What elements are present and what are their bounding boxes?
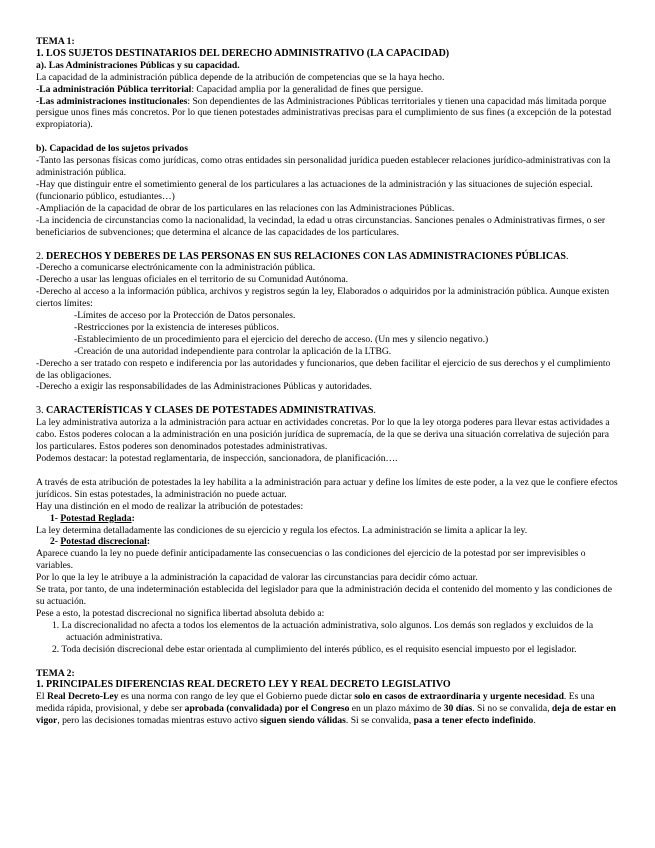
list-item: -Derecho a exigir las responsabilidades de las Administraciones Públicas y autoridades. xyxy=(36,381,372,393)
tema-2-label: TEMA 2: xyxy=(36,667,75,679)
list-item: -Restricciones por la existencia de intereses públicos. xyxy=(74,321,279,333)
list-item: -Derecho a usar las lenguas oficiales en el territorio de su Comunidad Autónoma. xyxy=(36,274,348,286)
paragraph: La capacidad de la administración pública depende de la atribución de competencias que se la haya hecho. xyxy=(36,71,445,83)
paragraph: La ley administrativa autoriza a la administración para actuar en actividades concretas. Por lo que la ley otorga poderes para llevar estas actividades a cabo. Estos poderes colocan a la administración en una posición jurídica de supremacía, de la que se deriva una situación correlativa de sujeción para los particulares. Estos poderes son denominados potestades administrativas. xyxy=(36,417,610,453)
list-item: -Derecho a comunicarse electrónicamente con la administración pública. xyxy=(36,262,316,274)
discrecional-heading: 2- Potestad discrecional: xyxy=(50,536,151,548)
tema-1-text: TEMA 1 xyxy=(36,36,72,47)
list-item: -La incidencia de circunstancias como la nacionalidad, la vecindad, la edad u otras circunstancias. Sanciones penales o Administrativas firmes, o ser beneficiarios de subvenciones; que determina el alcance de las capacidades de los particulares. xyxy=(36,214,606,238)
paragraph: -Las administraciones institucionales: Son dependientes de las Administraciones Públicas territoriales y tienen una capacidad más limitada porque persigue unos fines más concretos. Por lo que tienen potestades administrativas precisas para el cumplimiento de sus fines (a excepción de la potestad expropiatoria). xyxy=(36,95,612,131)
paragraph: -La administración Pública territorial: Capacidad amplia por la generalidad de fines que persigue. xyxy=(36,83,424,95)
subsection-a-heading: a). Las Administraciones Públicas y su capacidad. xyxy=(36,59,240,71)
section-2-heading: 2. DERECHOS Y DEBERES DE LAS PERSONAS EN SUS RELACIONES CON LAS ADMINISTRACIONES PÚBLICAS. xyxy=(36,250,569,262)
list-item: -Establecimiento de un procedimiento para el ejercicio del derecho de acceso. (Un mes y silencio negativo.) xyxy=(74,333,489,345)
paragraph: Podemos destacar: la potestad reglamentaria, de inspección, sancionadora, de planificación…. xyxy=(36,453,398,464)
list-item: -Derecho a ser tratado con respeto e indiferencia por las autoridades y funcionarios, que deben facilitar el ejercicio de sus derechos y el cumplimiento de las obligaciones. xyxy=(36,357,611,381)
list-item: -Ampliación de la capacidad de obrar de los particulares en las relaciones con las Administraciones Públicas. xyxy=(36,202,455,214)
reglada-heading: 1- Potestad Reglada: xyxy=(50,512,135,524)
list-item: -Tanto las personas físicas como jurídicas, como otras entidades sin personalidad jurídica pueden establecer relaciones jurídico-administrativas con la administración pública. xyxy=(36,155,611,179)
list-item: -Hay que distinguir entre el sometimiento general de los particulares a las actuaciones de la administración y las situaciones de sujeción especial. (funcionario público, estudiantes…) xyxy=(36,178,593,202)
paragraph: Se trata, por tanto, de una indeterminación establecida del legislador para que la administración decida el contenido del momento y las condiciones de su actuación. xyxy=(36,584,612,607)
document-page xyxy=(36,36,618,727)
paragraph: El Real Decreto-Ley es una norma con rango de ley que el Gobierno puede dictar solo en casos de extraordinaria y urgente necesidad. Es una medida rápida, provisional, y debe ser aprobada (convalidada) por el Congreso en un plazo máximo de 30 días. Si no se convalida, deja de estar en vigor, pero las decisiones tomadas mientras estuvo activo siguen siendo válidas. Si se convalida, pasa a tener efecto indefinido. xyxy=(36,691,616,727)
list-item: -Creación de una autoridad independiente para controlar la aplicación de la LTBG. xyxy=(74,345,392,357)
section-3-heading: 3. CARACTERÍSTICAS Y CLASES DE POTESTADES ADMINISTRATIVAS. xyxy=(36,405,376,417)
list-item: -Límites de acceso por la Protección de Datos personales. xyxy=(74,310,296,322)
numbered-item: 1. La discrecionalidad no afecta a todos los elementos de la actuación administrativa, solo algunos. Los demás son reglados y excluidos de la actuación administrativa. xyxy=(52,619,594,643)
paragraph: Hay una distinción en el modo de realizar la atribución de potestades: xyxy=(36,500,304,512)
paragraph: Aparece cuando la ley no puede definir anticipadamente las consecuencias o las condiciones del ejercicio de la potestad por ser imprevisibles o variables. xyxy=(36,548,586,572)
t2-section-1-heading: 1. PRINCIPALES DIFERENCIAS REAL DECRETO LEY Y REAL DECRETO LEGISLATIVO xyxy=(36,679,451,691)
tema-2-text: TEMA 2 xyxy=(36,667,72,679)
paragraph: La ley determina detalladamente las condiciones de su ejercicio y regula los efectos. La administración se limita a aplicar la ley. xyxy=(36,524,528,536)
section-1-heading: 1. LOS SUJETOS DESTINATARIOS DEL DERECHO ADMINISTRATIVO (LA CAPACIDAD) xyxy=(36,47,450,59)
subsection-b-heading: b). Capacidad de los sujetos privados xyxy=(36,143,188,155)
tema-1-label: TEMA 1: xyxy=(36,36,75,47)
paragraph: A través de esta atribución de potestades la ley habilita a la administración para actuar y define los límites de este poder, a la vez que le confiere efectos jurídicos. Sin estas potestades, la administración no puede actuar. xyxy=(36,476,618,500)
list-item: -Derecho al acceso a la información pública, archivos y registros según la ley, Elaborados o adquiridos por la administración pública. Aunque existen ciertos límites: xyxy=(36,286,610,310)
paragraph: Pese a esto, la potestad discrecional no significa libertad absoluta debido a: xyxy=(36,607,325,619)
paragraph: Por lo que la ley le atribuye a la administración la capacidad de valorar las circunstancias para decidir cómo actuar. xyxy=(36,572,478,584)
numbered-item: 2. Toda decisión discrecional debe estar orientada al cumplimiento del interés público, es el requisito esencial impuesto por el legislador. xyxy=(52,643,577,655)
